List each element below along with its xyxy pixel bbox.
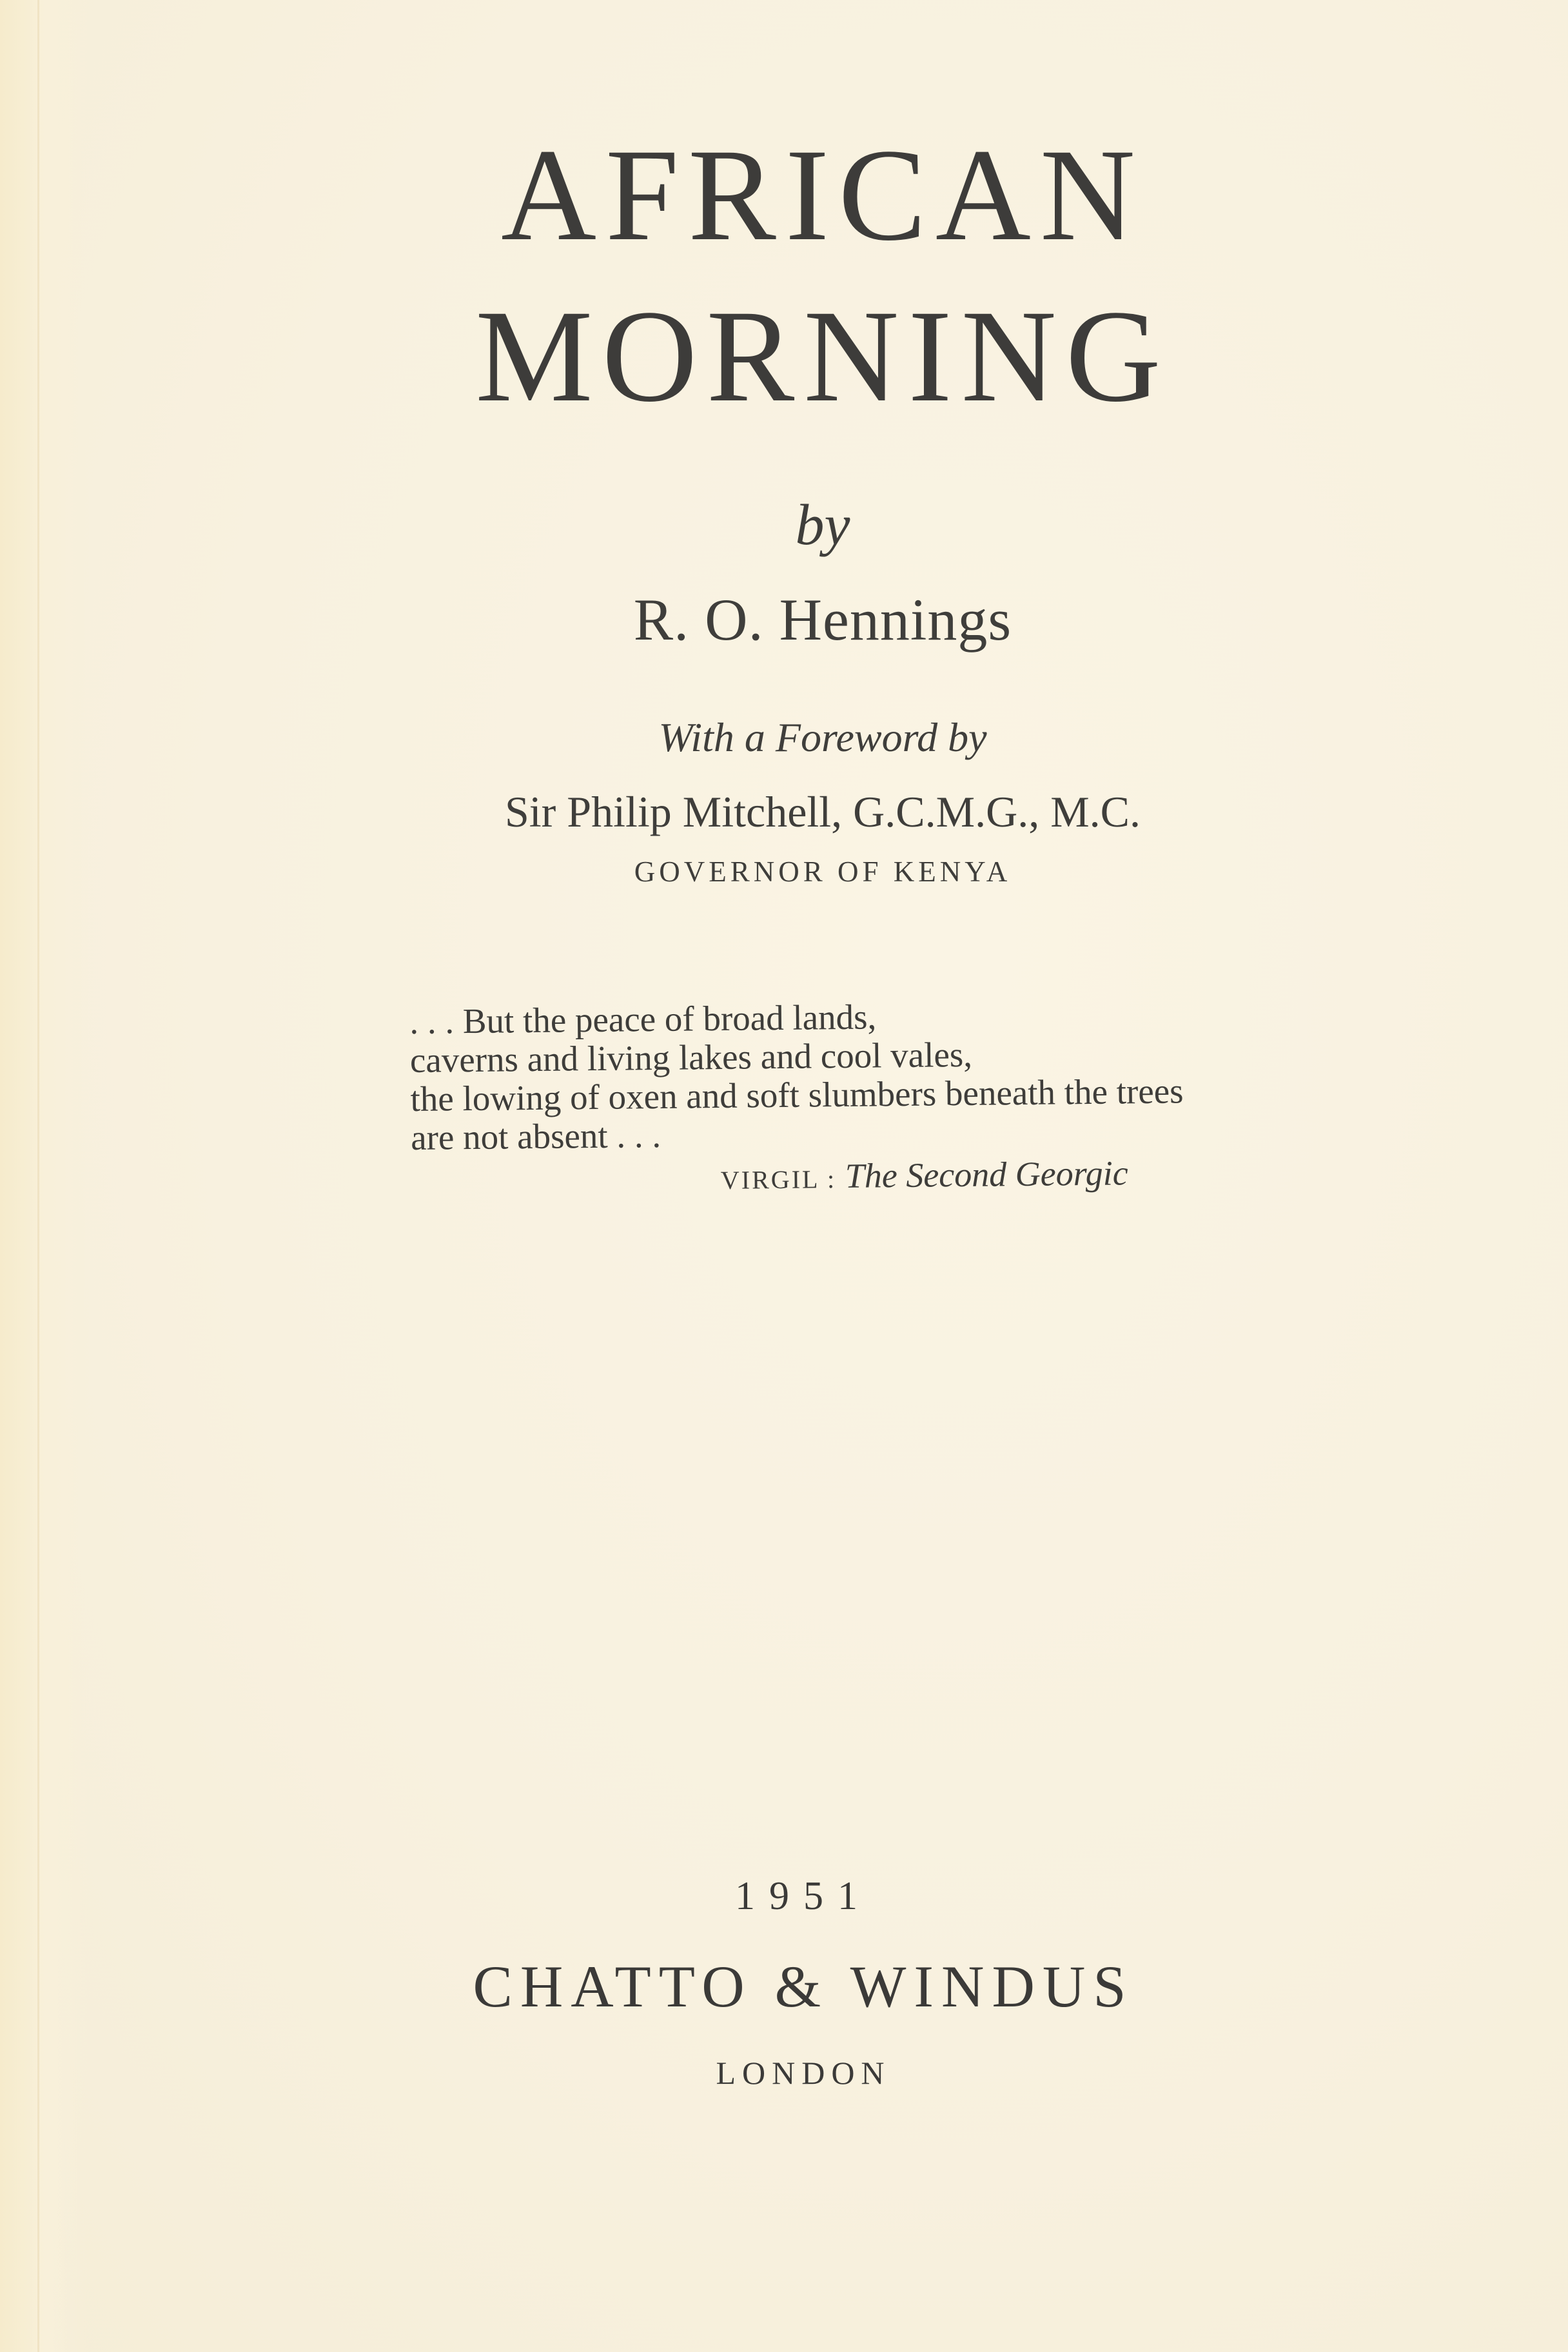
author-name: R. O. Hennings <box>633 587 1012 652</box>
epigraph-line: . . . But the peace of broad lands, <box>409 997 877 1041</box>
by-label: by <box>795 493 850 557</box>
attribution-author: VIRGIL : <box>720 1164 837 1195</box>
book-title-line-1: AFRICAN <box>501 122 1144 268</box>
book-title-line-2: MORNING <box>475 283 1170 429</box>
publisher-name: CHATTO & WINDUS <box>473 1954 1134 2019</box>
attribution-work: The Second Georgic <box>845 1153 1128 1195</box>
epigraph-line: caverns and living lakes and cool vales, <box>409 1034 973 1080</box>
epigraph-line: the lowing of oxen and soft slumbers beneath the trees <box>410 1071 1184 1119</box>
publisher-city: LONDON <box>716 2055 891 2091</box>
epigraph-line: are not absent . . . <box>410 1115 662 1157</box>
foreword-author: Sir Philip Mitchell, G.C.M.G., M.C. <box>504 787 1141 836</box>
publication-year: 1951 <box>735 1874 872 1918</box>
epigraph <box>409 992 1378 1203</box>
epigraph-attribution <box>411 1151 1379 1203</box>
foreword-author-position: GOVERNOR OF KENYA <box>634 856 1012 888</box>
foreword-intro: With a Foreword by <box>658 714 987 760</box>
